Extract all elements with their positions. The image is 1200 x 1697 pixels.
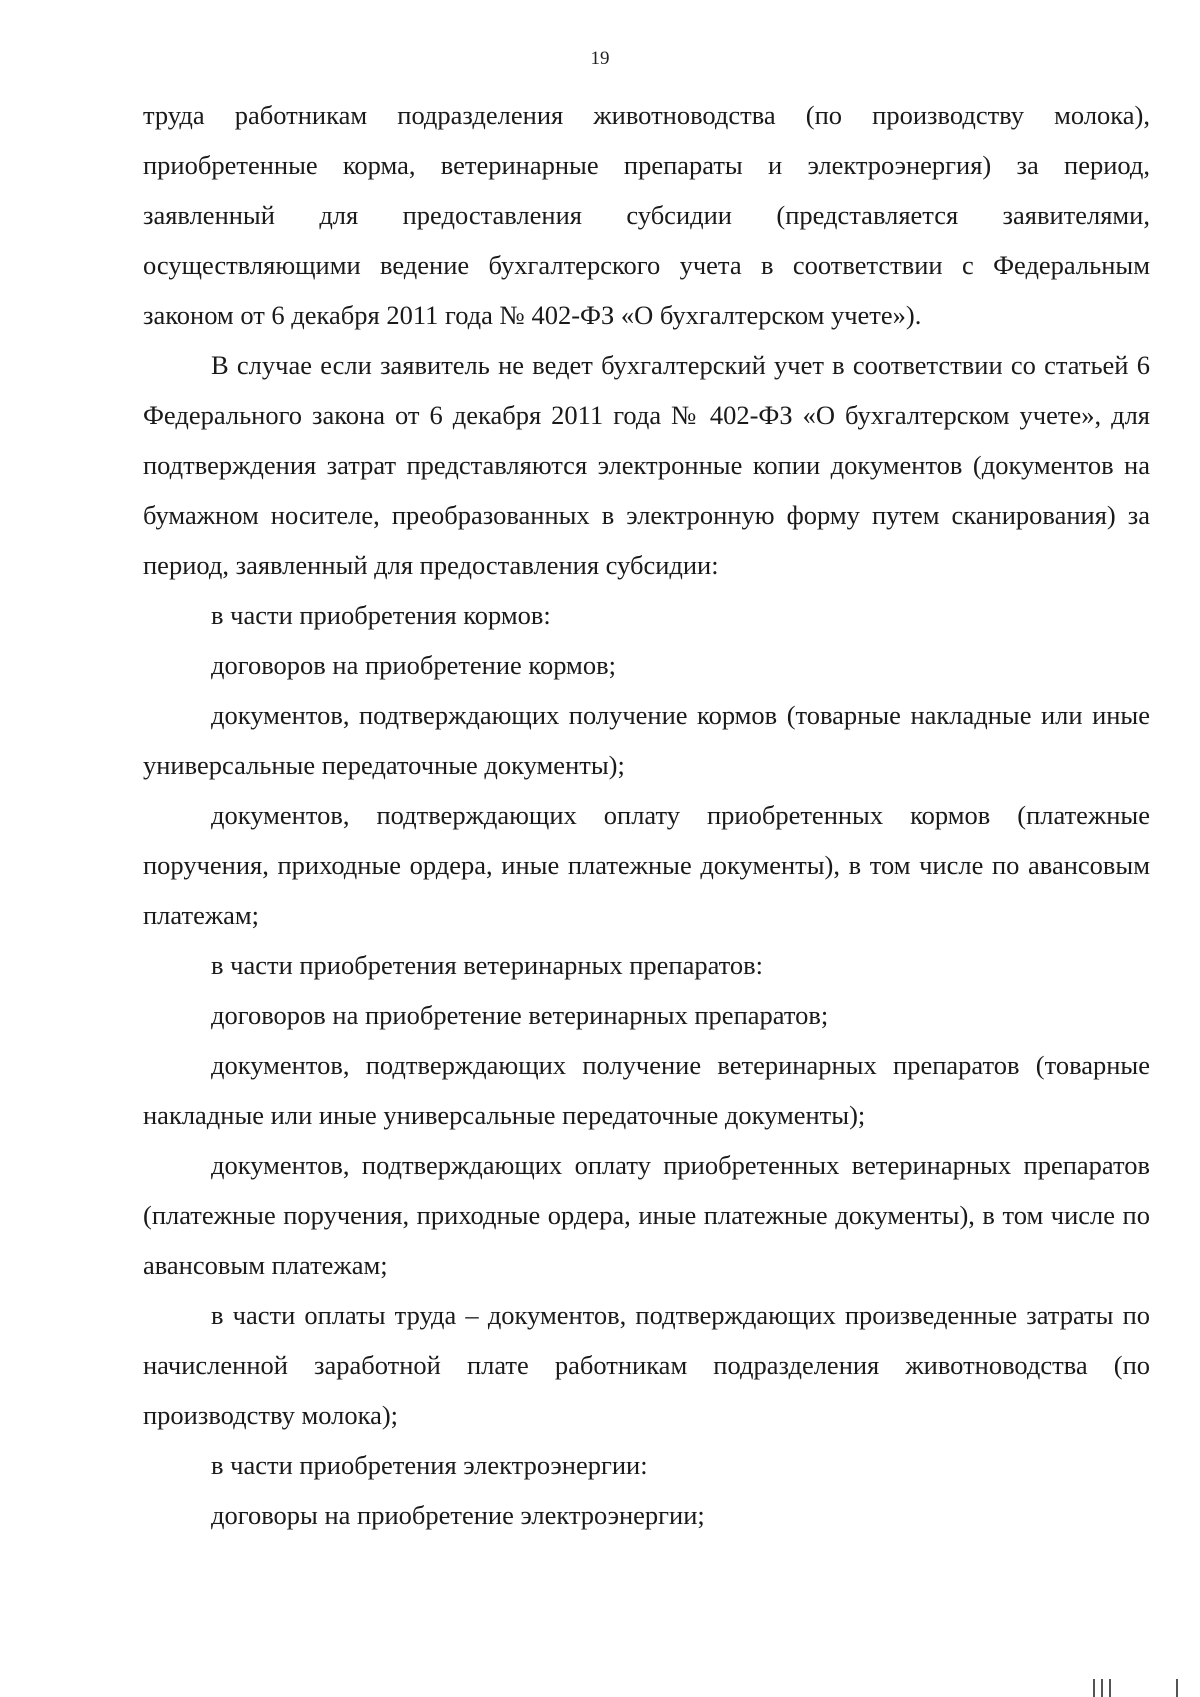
paragraph: в части приобретения кормов: [211, 600, 551, 630]
scan-mark [1109, 1679, 1111, 1697]
paragraph: В случае если заявитель не ведет бухгалтерский учет в соответствии со статьей 6 Федерального закона от 6 декабря 2011 года № 402-ФЗ «О бухгалтерском учете», для подтверждения затрат представляются электронные копии документов (документов на бумажном носителе, преобразованных в электронную форму путем сканирования) за период, заявленный для предоставления субсидии: [143, 350, 1150, 580]
paragraph: в части оплаты труда – документов, подтверждающих произведенные затраты по начисленной заработной плате работникам подразделения животноводства (по производству молока); [143, 1300, 1150, 1430]
paragraph: документов, подтверждающих получение ветеринарных препаратов (товарные накладные или иные универсальные передаточные документы); [143, 1050, 1150, 1130]
paragraph: договоров на приобретение ветеринарных препаратов; [211, 1000, 829, 1030]
paragraph: документов, подтверждающих получение кормов (товарные накладные или иные универсальные передаточные документы); [143, 700, 1150, 780]
scan-mark [1176, 1679, 1178, 1697]
paragraph: в части приобретения электроэнергии: [211, 1450, 648, 1480]
document-body [143, 90, 1150, 1540]
page-number: 19 [590, 48, 610, 69]
paragraph: договоров на приобретение кормов; [211, 650, 616, 680]
scan-mark [1101, 1679, 1103, 1697]
paragraph: документов, подтверждающих оплату приобретенных кормов (платежные поручения, приходные ордера, иные платежные документы), в том числе по авансовым платежам; [143, 800, 1150, 930]
paragraph: документов, подтверждающих оплату приобретенных ветеринарных препаратов (платежные поручения, приходные ордера, иные платежные документы), в том числе по авансовым платежам; [143, 1150, 1150, 1280]
scan-mark [1093, 1679, 1095, 1697]
paragraph: договоры на приобретение электроэнергии; [211, 1500, 705, 1530]
paragraph: в части приобретения ветеринарных препаратов: [211, 950, 764, 980]
paragraph: труда работникам подразделения животноводства (по производству молока), приобретенные корма, ветеринарные препараты и электроэнергия) за период, заявленный для предоставления субсидии (представляется заявителями, осуществляющими ведение бухгалтерского учета в соответствии с Федеральным законом от 6 декабря 2011 года № 402-ФЗ «О бухгалтерском учете»). [143, 100, 1150, 330]
